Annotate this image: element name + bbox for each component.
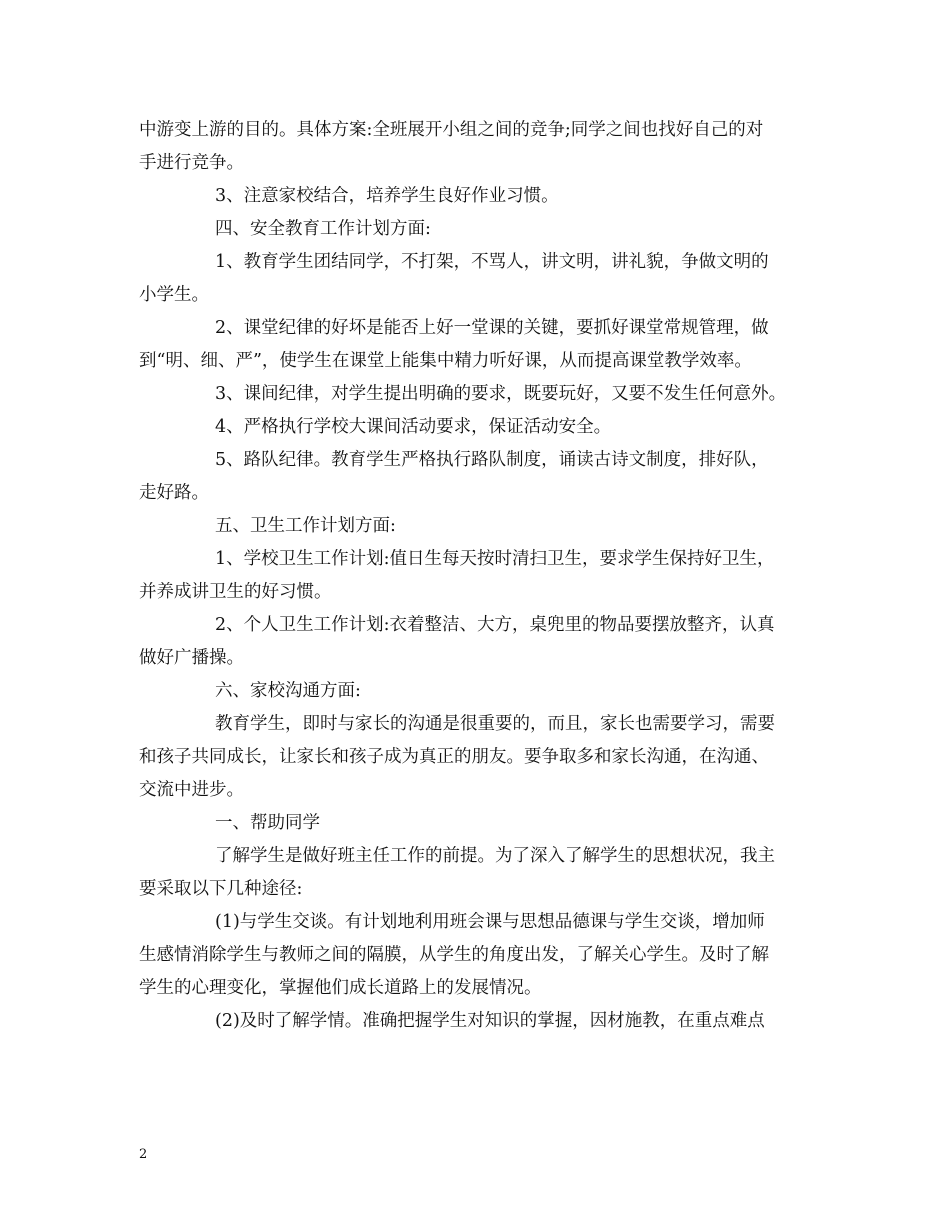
section-heading: 六、家校沟通方面: (215, 681, 361, 701)
text-line: 1、教育学生团结同学，不打架，不骂人，讲文明，讲礼貌，争做文明的 (215, 252, 769, 272)
text-line: 2、课堂纪律的好坏是能否上好一堂课的关键，要抓好课堂常规管理，做 (215, 318, 769, 338)
text-line: 交流中进步。 (139, 780, 244, 800)
section-heading: 一、帮助同学 (215, 813, 320, 833)
text-line: 了解学生是做好班主任工作的前提。为了深入了解学生的思想状况，我主 (215, 846, 775, 866)
section-heading: 五、卫生工作计划方面: (215, 516, 396, 536)
text-line: 2、个人卫生工作计划:衣着整洁、大方，桌兜里的物品要摆放整齐，认真 (215, 615, 775, 635)
text-line: 并养成讲卫生的好习惯。 (139, 582, 332, 602)
text-line: 到“明、细、严”，使学生在课堂上能集中精力听好课，从而提高课堂教学效率。 (139, 351, 752, 371)
text-line: 和孩子共同成长，让家长和孩子成为真正的朋友。要争取多和家长沟通，在沟通、 (139, 747, 769, 767)
text-line: 小学生。 (139, 285, 209, 305)
text-line: 生感情消除学生与教师之间的隔膜，从学生的角度出发，了解关心学生。及时了解 (139, 945, 769, 965)
text-line: 走好路。 (139, 483, 209, 503)
text-line: 4、严格执行学校大课间活动要求，保证活动安全。 (215, 417, 612, 437)
text-line: 3、注意家校结合，培养学生良好作业习惯。 (215, 186, 559, 206)
text-line: 做好广播操。 (139, 648, 244, 668)
text-line: 教育学生，即时与家长的沟通是很重要的，而且，家长也需要学习，需要 (215, 714, 775, 734)
text-line: 5、路队纪律。教育学生严格执行路队制度，诵读古诗文制度，排好队， (215, 450, 769, 470)
document-body (139, 114, 819, 1038)
text-line: (1)与学生交谈。有计划地利用班会课与思想品德课与学生交谈，增加师 (215, 912, 765, 932)
text-line: (2)及时了解学情。准确把握学生对知识的掌握，因材施教，在重点难点 (215, 1011, 765, 1031)
text-line: 3、课间纪律，对学生提出明确的要求，既要玩好，又要不发生任何意外。 (215, 384, 787, 404)
text-line: 学生的心理变化，掌握他们成长道路上的发展情况。 (139, 978, 542, 998)
text-line: 手进行竞争。 (139, 153, 244, 173)
page-number: 2 (139, 1147, 148, 1162)
text-line: 中游变上游的目的。具体方案:全班展开小组之间的竞争;同学之间也找好自己的对 (139, 120, 764, 140)
section-heading: 四、安全教育工作计划方面: (215, 219, 431, 239)
text-line: 1、学校卫生工作计划:值日生每天按时清扫卫生，要求学生保持好卫生， (215, 549, 775, 569)
text-line: 要采取以下几种途径: (139, 879, 303, 899)
